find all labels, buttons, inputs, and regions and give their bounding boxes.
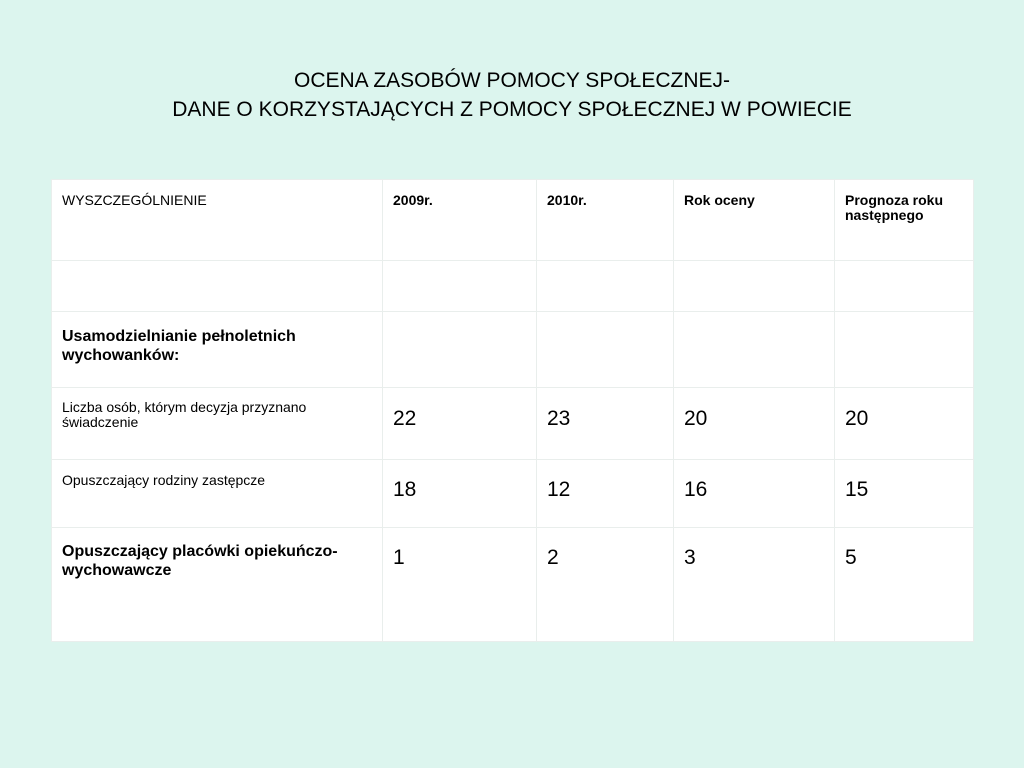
data-table bbox=[51, 179, 974, 642]
table-cell bbox=[674, 312, 835, 388]
value-cell-2009: 22 bbox=[383, 388, 537, 460]
section-label: Usamodzielnianie pełnoletnich wychowanków: bbox=[52, 312, 383, 388]
value-cell-forecast: 20 bbox=[835, 388, 974, 460]
slide-title bbox=[0, 66, 1024, 124]
table-header-row bbox=[52, 180, 974, 261]
value-cell-2010: 12 bbox=[537, 460, 674, 528]
header-cell-assessment-year: Rok oceny bbox=[674, 180, 835, 261]
table-cell bbox=[383, 312, 537, 388]
data-table-container bbox=[51, 179, 973, 579]
value-cell-2009: 18 bbox=[383, 460, 537, 528]
value-cell-assessment-year: 20 bbox=[674, 388, 835, 460]
header-cell-2010: 2010r. bbox=[537, 180, 674, 261]
title-line-2: DANE O KORZYSTAJĄCYCH Z POMOCY SPOŁECZNEJ W POWIECIE bbox=[172, 98, 852, 121]
header-cell-specification: WYSZCZEGÓLNIENIE bbox=[52, 180, 383, 261]
header-cell-next-year-forecast: Prognoza roku następnego bbox=[835, 180, 974, 261]
header-cell-2009: 2009r. bbox=[383, 180, 537, 261]
table-cell bbox=[52, 261, 383, 312]
table-row-empty bbox=[52, 261, 974, 312]
table-row bbox=[52, 528, 974, 642]
table-cell bbox=[835, 312, 974, 388]
table-cell bbox=[674, 261, 835, 312]
value-cell-2010: 23 bbox=[537, 388, 674, 460]
table-cell bbox=[537, 261, 674, 312]
table-row bbox=[52, 460, 974, 528]
table-row bbox=[52, 388, 974, 460]
table-cell bbox=[537, 312, 674, 388]
value-cell-assessment-year: 16 bbox=[674, 460, 835, 528]
value-cell-forecast: 15 bbox=[835, 460, 974, 528]
row-label: Liczba osób, którym decyzja przyznano świadczenie bbox=[52, 388, 383, 460]
table-cell bbox=[383, 261, 537, 312]
table-cell bbox=[835, 261, 974, 312]
value-cell-2009: 1 bbox=[383, 528, 537, 642]
value-cell-2010: 2 bbox=[537, 528, 674, 642]
row-label: Opuszczający placówki opiekuńczo-wychowawcze bbox=[52, 528, 383, 642]
value-cell-forecast: 5 bbox=[835, 528, 974, 642]
row-label: Opuszczający rodziny zastępcze bbox=[52, 460, 383, 528]
table-row-section bbox=[52, 312, 974, 388]
value-cell-assessment-year: 3 bbox=[674, 528, 835, 642]
title-line-1: OCENA ZASOBÓW POMOCY SPOŁECZNEJ- bbox=[293, 69, 731, 92]
